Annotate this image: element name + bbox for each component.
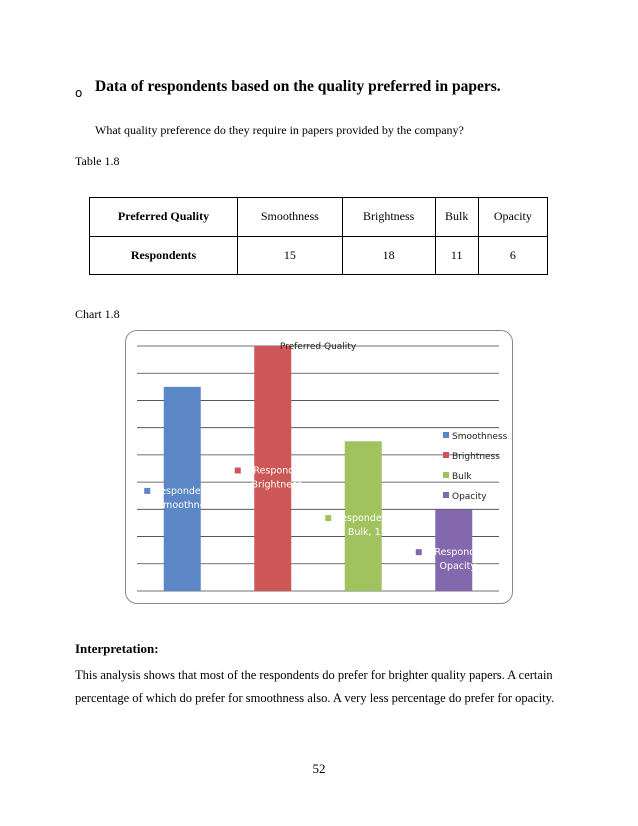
legend-key — [443, 432, 449, 438]
table-cell: 18 — [342, 236, 435, 275]
table-header-cell: Brightness — [342, 198, 435, 237]
table-header-cell: Preferred Quality — [90, 198, 238, 237]
data-label: Bulk, 11 — [347, 527, 387, 539]
table-cell: 11 — [435, 236, 478, 275]
legend-key — [443, 472, 449, 478]
interpretation-title: Interpretation: — [75, 641, 159, 656]
table-cell: 6 — [478, 236, 547, 275]
data-label: Brightness — [251, 479, 303, 491]
legend-key — [443, 452, 449, 458]
section-heading: Data of respondents based on the quality preferred in papers. — [95, 78, 501, 95]
chart-title: Preferred Quality — [279, 342, 357, 352]
legend-label: Opacity — [452, 492, 487, 502]
survey-question: What quality preference do they require in papers provided by the company? — [95, 123, 464, 137]
data-label-key — [144, 488, 150, 494]
data-label: Respondents, — [154, 485, 219, 497]
table-header-cell: Opacity — [478, 198, 547, 237]
data-label: Smoothness — [157, 499, 216, 511]
data-label-key — [235, 468, 241, 474]
table-caption: Table 1.8 — [75, 154, 120, 168]
data-label: Respondents, — [335, 513, 400, 525]
table-cell: 15 — [238, 236, 343, 275]
data-label-key — [325, 515, 331, 521]
legend-label: Bulk — [452, 472, 472, 482]
table-header-cell: Smoothness — [238, 198, 343, 237]
data-label: Opacity — [439, 561, 477, 573]
legend-label: Smoothness — [452, 432, 508, 442]
legend-key — [443, 492, 449, 498]
chart-caption: Chart 1.8 — [75, 307, 120, 321]
page-number: 52 — [312, 761, 326, 776]
interpretation-text: This analysis shows that most of the respondents do prefer for brighter quality papers. A certain percentage of which do prefer for smoothness also. A very less percentage do prefer for opacity. — [75, 668, 555, 705]
data-label: Responde — [253, 465, 301, 477]
bullet-marker: o — [75, 86, 83, 100]
data-label-key — [416, 549, 422, 555]
table-cell: Respondents — [90, 236, 238, 275]
table-header-cell: Bulk — [435, 198, 478, 237]
legend-label: Brightness — [452, 452, 500, 462]
data-label: Responde — [434, 547, 482, 559]
